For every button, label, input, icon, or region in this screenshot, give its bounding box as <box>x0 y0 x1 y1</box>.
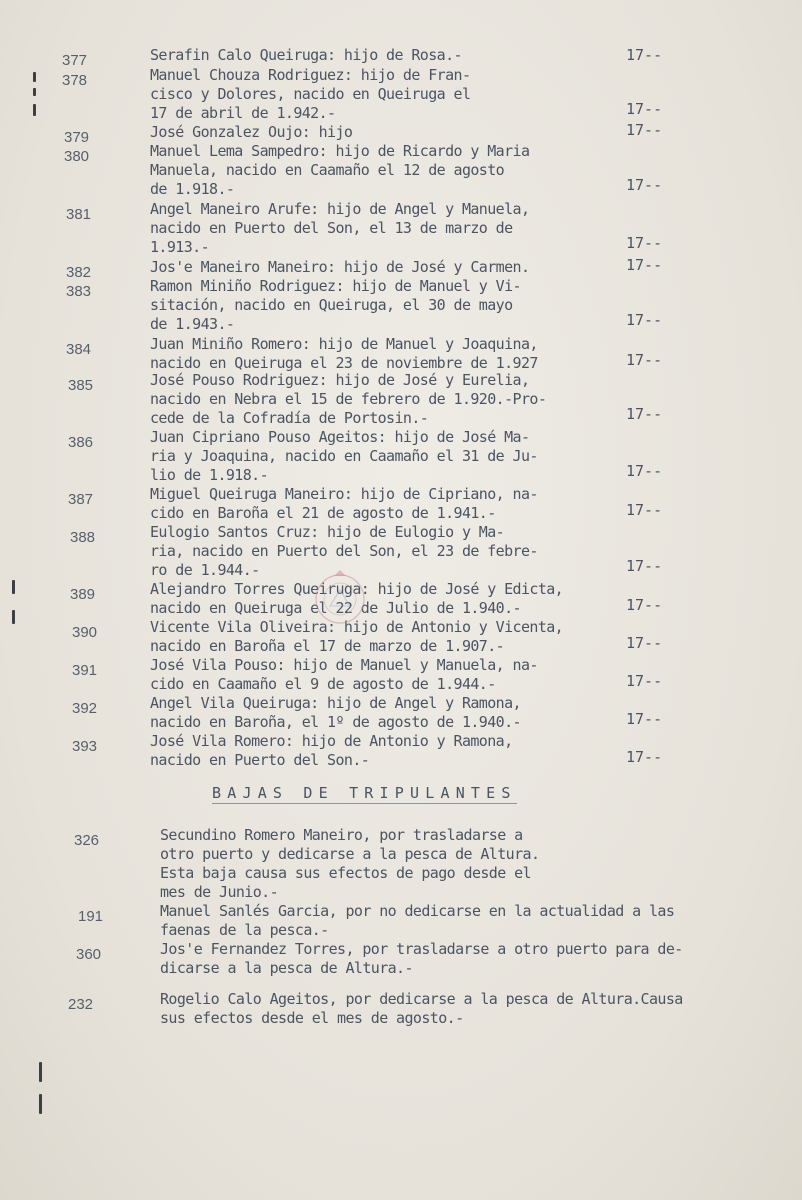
entry-number: 391 <box>72 662 98 679</box>
entry-amount: 17-- <box>626 557 663 575</box>
entry-number: 388 <box>70 529 96 546</box>
margin-mark <box>39 1094 42 1114</box>
entry-number: 393 <box>72 738 98 755</box>
section-title: BAJAS DE TRIPULANTES <box>212 784 517 802</box>
margin-mark <box>39 1062 42 1082</box>
archive-stamp-icon <box>304 566 376 632</box>
entry-line: mes de Junio.- <box>160 883 279 901</box>
entry-line: faenas de la pesca.- <box>160 921 329 939</box>
entry-number: 383 <box>66 283 92 300</box>
entry-line: de 1.918.- <box>150 180 235 198</box>
entry-line: nacido en Puerto del Son, el 13 de marzo de <box>150 219 513 237</box>
entry-line: Secundino Romero Maneiro, por trasladarse a <box>160 826 523 844</box>
margin-mark <box>12 610 15 624</box>
entry-amount: 17-- <box>626 405 663 423</box>
entry-amount: 17-- <box>626 100 663 118</box>
entry-number: 385 <box>68 377 94 394</box>
entry-line: nacido en Queiruga el 22 de Julio de 1.940.- <box>150 599 521 617</box>
entry-line: cisco y Dolores, nacido en Queiruga el <box>150 85 471 103</box>
margin-mark <box>33 88 36 96</box>
margin-mark <box>33 104 36 116</box>
entry-line: 1.913.- <box>150 238 210 256</box>
entry-line: sitación, nacido en Queiruga, el 30 de mayo <box>150 296 513 314</box>
entry-line: Miguel Queiruga Maneiro: hijo de Cipriano, na- <box>150 485 538 503</box>
entry-line: Juan Cipriano Pouso Ageitos: hijo de José Ma- <box>150 428 530 446</box>
entry-line: cede de la Cofradía de Portosin.- <box>150 409 429 427</box>
entry-amount: 17-- <box>626 634 663 652</box>
entry-line: ro de 1.944.- <box>150 561 260 579</box>
entry-amount: 17-- <box>626 176 663 194</box>
entry-line: Alejandro Torres Queiruga: hijo de José y Edicta, <box>150 580 564 598</box>
entry-number: 232 <box>68 996 94 1013</box>
entry-line: sus efectos desde el mes de agosto.- <box>160 1009 464 1027</box>
entry-amount: 17-- <box>626 256 663 274</box>
entry-line: José Pouso Rodriguez: hijo de José y Eurelia, <box>150 371 530 389</box>
margin-mark <box>12 580 15 594</box>
entry-amount: 17-- <box>626 311 663 329</box>
entry-line: dicarse a la pesca de Altura.- <box>160 959 413 977</box>
entry-number: 389 <box>70 586 96 603</box>
entry-line: Juan Miniño Romero: hijo de Manuel y Joaquina, <box>150 335 538 353</box>
entry-line: Jos'e Maneiro Maneiro: hijo de José y Carmen. <box>150 258 530 276</box>
entry-amount: 17-- <box>626 351 663 369</box>
entry-line: nacido en Nebra el 15 de febrero de 1.920.-Pro- <box>150 390 547 408</box>
entry-number: 378 <box>62 72 88 89</box>
entry-amount: 17-- <box>626 710 663 728</box>
entry-amount: 17-- <box>626 501 663 519</box>
entry-line: otro puerto y dedicarse a la pesca de Altura. <box>160 845 540 863</box>
entry-number: 380 <box>64 148 90 165</box>
entry-line: nacido en Baroña el 17 de marzo de 1.907.- <box>150 637 505 655</box>
entry-line: Esta baja causa sus efectos de pago desde el <box>160 864 531 882</box>
entry-line: Manuela, nacido en Caamaño el 12 de agosto <box>150 161 505 179</box>
entry-line: cido en Baroña el 21 de agosto de 1.941.- <box>150 504 496 522</box>
entry-line: Ramon Miniño Rodriguez: hijo de Manuel y Vi- <box>150 277 521 295</box>
entry-number: 382 <box>66 264 92 281</box>
entry-line: 17 de abril de 1.942.- <box>150 104 336 122</box>
entry-line: Manuel Chouza Rodriguez: hijo de Fran- <box>150 66 471 84</box>
entry-line: nacido en Baroña, el 1º de agosto de 1.940.- <box>150 713 521 731</box>
entry-amount: 17-- <box>626 234 663 252</box>
entry-line: José Vila Romero: hijo de Antonio y Ramona, <box>150 732 513 750</box>
entry-line: Eulogio Santos Cruz: hijo de Eulogio y Ma- <box>150 523 505 541</box>
entry-line: cido en Caamaño el 9 de agosto de 1.944.- <box>150 675 496 693</box>
entry-line: José Vila Pouso: hijo de Manuel y Manuela, na- <box>150 656 538 674</box>
entry-line: Rogelio Calo Ageitos, por dedicarse a la pesca de Altura.Causa <box>160 990 683 1008</box>
entry-line: Manuel Lema Sampedro: hijo de Ricardo y Maria <box>150 142 530 160</box>
entry-amount: 17-- <box>626 672 663 690</box>
entry-number: 392 <box>72 700 98 717</box>
entry-line: nacido en Queiruga el 23 de noviembre de 1.927 <box>150 354 538 372</box>
entry-number: 379 <box>64 129 90 146</box>
entry-line: nacido en Puerto del Son.- <box>150 751 370 769</box>
entry-number: 384 <box>66 341 92 358</box>
entry-line: Angel Maneiro Arufe: hijo de Angel y Manuela, <box>150 200 530 218</box>
entry-line: Angel Vila Queiruga: hijo de Angel y Ramona, <box>150 694 521 712</box>
entry-line: de 1.943.- <box>150 315 235 333</box>
entry-line: José Gonzalez Oujo: hijo <box>150 123 353 141</box>
entry-amount: 17-- <box>626 462 663 480</box>
entry-line: ria y Joaquina, nacido en Caamaño el 31 de Ju- <box>150 447 538 465</box>
entry-amount: 17-- <box>626 46 663 64</box>
entry-number: 387 <box>68 491 94 508</box>
margin-mark <box>33 72 36 82</box>
entry-number: 381 <box>66 206 92 223</box>
entry-line: Jos'e Fernandez Torres, por trasladarse a otro puerto para de- <box>160 940 683 958</box>
entry-line: Vicente Vila Oliveira: hijo de Antonio y Vicenta, <box>150 618 564 636</box>
entry-number: 360 <box>76 946 102 963</box>
entry-number: 377 <box>62 52 88 69</box>
entry-line: Serafin Calo Queiruga: hijo de Rosa.- <box>150 46 462 64</box>
entry-amount: 17-- <box>626 121 663 139</box>
entry-number: 326 <box>74 832 100 849</box>
entry-line: Manuel Sanlés Garcia, por no dedicarse en la actualidad a las <box>160 902 675 920</box>
entry-number: 386 <box>68 434 94 451</box>
entry-line: ria, nacido en Puerto del Son, el 23 de febre- <box>150 542 538 560</box>
entry-number: 390 <box>72 624 98 641</box>
entry-line: lio de 1.918.- <box>150 466 269 484</box>
entry-amount: 17-- <box>626 596 663 614</box>
entry-number: 191 <box>78 908 104 925</box>
entry-amount: 17-- <box>626 748 663 766</box>
